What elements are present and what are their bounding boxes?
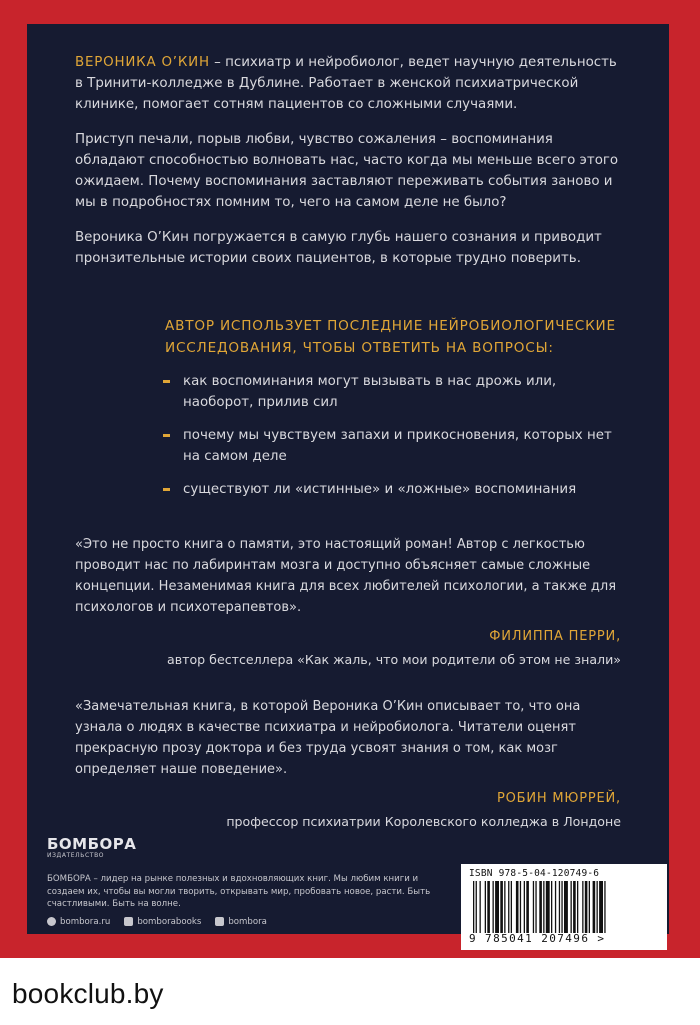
author-bio-text: – психиатр и нейробиолог, ведет научную деятельность в Тринити-колледже в Дублине. Работает в женской психиатрической клинике, помогает сотням пациентов со сложными случаями. bbox=[75, 55, 617, 112]
social-label: bombora bbox=[228, 916, 267, 927]
social-link-youtube[interactable] bbox=[215, 917, 267, 927]
back-cover bbox=[27, 24, 669, 945]
summary-paragraph: Вероника О’Кин погружается в самую глубь нашего сознания и приводит пронзительные истории своих пациентов, в которые трудно поверить. bbox=[75, 230, 602, 266]
description-paragraph: Приступ печали, порыв любви, чувство сожаления – воспоминания обладают способностью волновать нас, часто когда мы меньше всего этого ожидаем. Почему воспоминания заставляют переживать события заново и мы в подробностях помним то, чего на самом деле не было? bbox=[75, 132, 619, 210]
social-link-site[interactable] bbox=[47, 917, 110, 927]
list-item bbox=[163, 479, 621, 500]
social-link-vk[interactable] bbox=[124, 917, 201, 927]
publisher-logo: БОМБОРА bbox=[47, 835, 137, 853]
publisher-logo-subtitle: ИЗДАТЕЛЬСТВО bbox=[47, 852, 105, 859]
list-item-text: существуют ли «истинные» и «ложные» воспоминания bbox=[183, 482, 577, 497]
bullet-dash-icon bbox=[163, 434, 170, 437]
review-author-1: ФИЛИППА ПЕРРИ, bbox=[489, 629, 621, 644]
review-author-role-1: автор бестселлера «Как жаль, что мои родители об этом не знали» bbox=[167, 652, 621, 667]
social-links bbox=[47, 917, 437, 927]
callout-title bbox=[165, 315, 621, 359]
publisher-description: БОМБОРА – лидер на рынке полезных и вдохновляющих книг. Мы любим книги и создаем их, чтобы вы могли творить, открывать мир, пробовать новое, расти. Быть счастливыми. Быть на волне. bbox=[47, 874, 431, 909]
review-quote-1: «Это не просто книга о памяти, это настоящий роман! Автор с легкостью проводит нас по лабиринтам мозга и доступно объясняет самые сложные концепции. Незаменимая книга для всех любителей психологии, а также для психологов и психотерапевтов». bbox=[75, 537, 617, 615]
bullet-dash-icon bbox=[163, 380, 170, 383]
review-author-role-2: профессор психиатрии Королевского колледжа в Лондоне bbox=[226, 814, 621, 829]
callout-title-line-2: ИССЛЕДОВАНИЯ, ЧТОБЫ ОТВЕТИТЬ НА ВОПРОСЫ: bbox=[165, 340, 554, 356]
author-bio bbox=[75, 52, 621, 115]
barcode-box bbox=[461, 864, 667, 950]
publisher-block bbox=[47, 836, 437, 927]
review-author-2: РОБИН МЮРРЕЙ, bbox=[496, 791, 621, 806]
social-label: bombora.ru bbox=[60, 916, 111, 927]
youtube-icon bbox=[215, 917, 224, 926]
bullet-dash-icon bbox=[163, 488, 170, 491]
isbn-label: ISBN 978-5-04-120749-6 bbox=[469, 868, 600, 879]
question-list bbox=[75, 371, 621, 500]
barcode-digits: 9 785041 207496 > bbox=[469, 932, 606, 945]
list-item-text: как воспоминания могут вызывать в нас дрожь или, наоборот, прилив сил bbox=[183, 374, 557, 410]
vk-icon bbox=[124, 917, 133, 926]
barcode-icon bbox=[469, 881, 659, 933]
instagram-icon bbox=[47, 917, 56, 926]
list-item-text: почему мы чувствуем запахи и прикосновения, которых нет на самом деле bbox=[183, 428, 612, 464]
list-item bbox=[163, 371, 621, 413]
social-label: bomborabooks bbox=[137, 916, 202, 927]
list-item bbox=[163, 425, 621, 467]
callout-title-line-1: АВТОР ИСПОЛЬЗУЕТ ПОСЛЕДНИЕ НЕЙРОБИОЛОГИЧЕСКИЕ bbox=[165, 318, 616, 334]
author-name: ВЕРОНИКА О’КИН bbox=[75, 55, 210, 70]
review-quote-2: «Замечательная книга, в которой Вероника О’Кин описывает то, что она узнала о людях в качестве психиатра и нейробиолога. Читатели оценят прекрасную прозу доктора и без труда усвоят знания о том, как мозг определяет наше поведение». bbox=[75, 699, 581, 777]
watermark-site: bookclub.by bbox=[12, 978, 164, 1009]
